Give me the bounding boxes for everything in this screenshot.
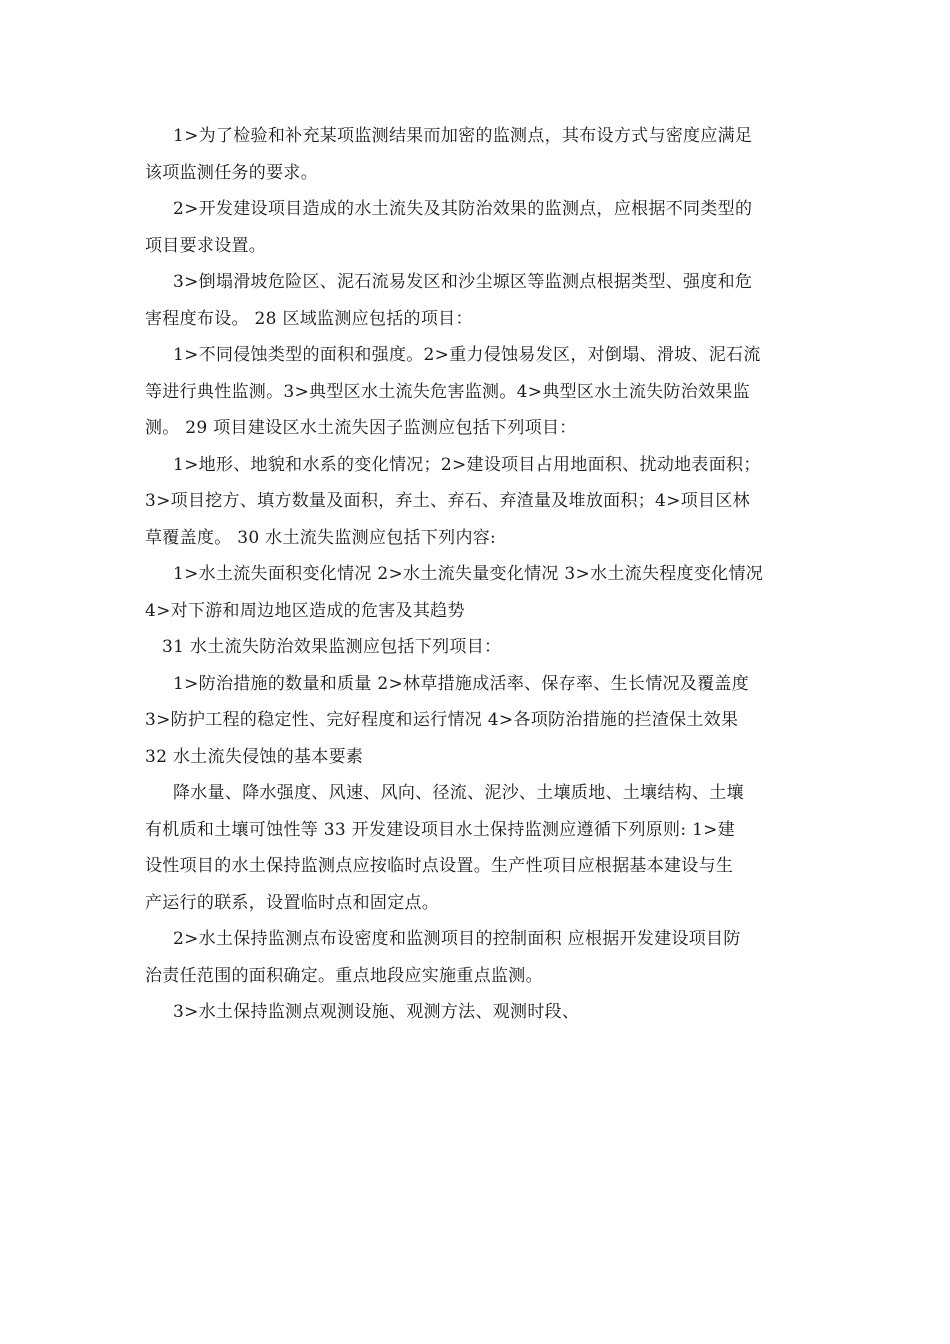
text-line: 2>开发建设项目造成的水土流失及其防治效果的监测点，应根据不同类型的	[173, 199, 753, 219]
text-line: 有机质和土壤可蚀性等 33 开发建设项目水土保持监测应遵循下列原则: 1>建	[145, 819, 736, 840]
text-line: 害程度布设。 28 区域监测应包括的项目：	[145, 308, 473, 329]
document-body	[145, 118, 810, 1031]
text-line: 1>水土流失面积变化情况 2>水土流失量变化情况 3>水土流失程度变化情况	[173, 564, 764, 584]
text-line: 2>水土保持监测点布设密度和监测项目的控制面积 应根据开发建设项目防	[173, 929, 741, 949]
text-line: 项目要求设置。	[145, 235, 267, 256]
text-line: 3>水土保持监测点观测设施、观测方法、观测时段、	[173, 1002, 580, 1022]
text-line: 草覆盖度。 30 水土流失监测应包括下列内容:	[145, 527, 497, 548]
text-line: 设性项目的水土保持监测点应按临时点设置。生产性项目应根据基本建设与生	[145, 856, 734, 876]
text-line: 产运行的联系，设置临时点和固定点。	[145, 892, 440, 913]
section-heading: 31 水土流失防治效果监测应包括下列项目：	[162, 637, 502, 657]
text-line: 3>倒塌滑坡危险区、泥石流易发区和沙尘塬区等监测点根据类型、强度和危	[173, 272, 753, 292]
text-line: 该项监测任务的要求。	[145, 162, 318, 183]
text-line: 降水量、降水强度、风速、风向、径流、泥沙、土壤质地、土壤结构、土壤	[173, 783, 744, 803]
text-line: 治责任范围的面积确定。重点地段应实施重点监测。	[145, 965, 543, 986]
text-line: 3>防护工程的稳定性、完好程度和运行情况 4>各项防治措施的拦渣保土效果	[145, 710, 739, 730]
text-line: 1>地形、地貌和水系的变化情况；2>建设项目占用地面积、扰动地表面积；	[173, 454, 761, 475]
text-line: 等进行典性监测。3>典型区水土流失危害监测。4>典型区水土流失防治效果监	[145, 381, 750, 402]
text-line: 4>对下游和周边地区造成的危害及其趋势	[145, 600, 465, 621]
section-heading: 32 水土流失侵蚀的基本要素	[145, 746, 364, 767]
text-line: 1>防治措施的数量和质量 2>林草措施成活率、保存率、生长情况及覆盖度	[173, 673, 750, 694]
text-line: 测。 29 项目建设区水土流失因子监测应包括下列项目：	[145, 418, 577, 438]
text-line: 1>不同侵蚀类型的面积和强度。2>重力侵蚀易发区，对倒塌、滑坡、泥石流	[173, 345, 761, 365]
text-line: 3>项目挖方、填方数量及面积，弃土、弃石、弃渣量及堆放面积；4>项目区林	[145, 491, 750, 511]
text-line: 1>为了检验和补充某项监测结果而加密的监测点，其布设方式与密度应满足	[173, 126, 753, 146]
